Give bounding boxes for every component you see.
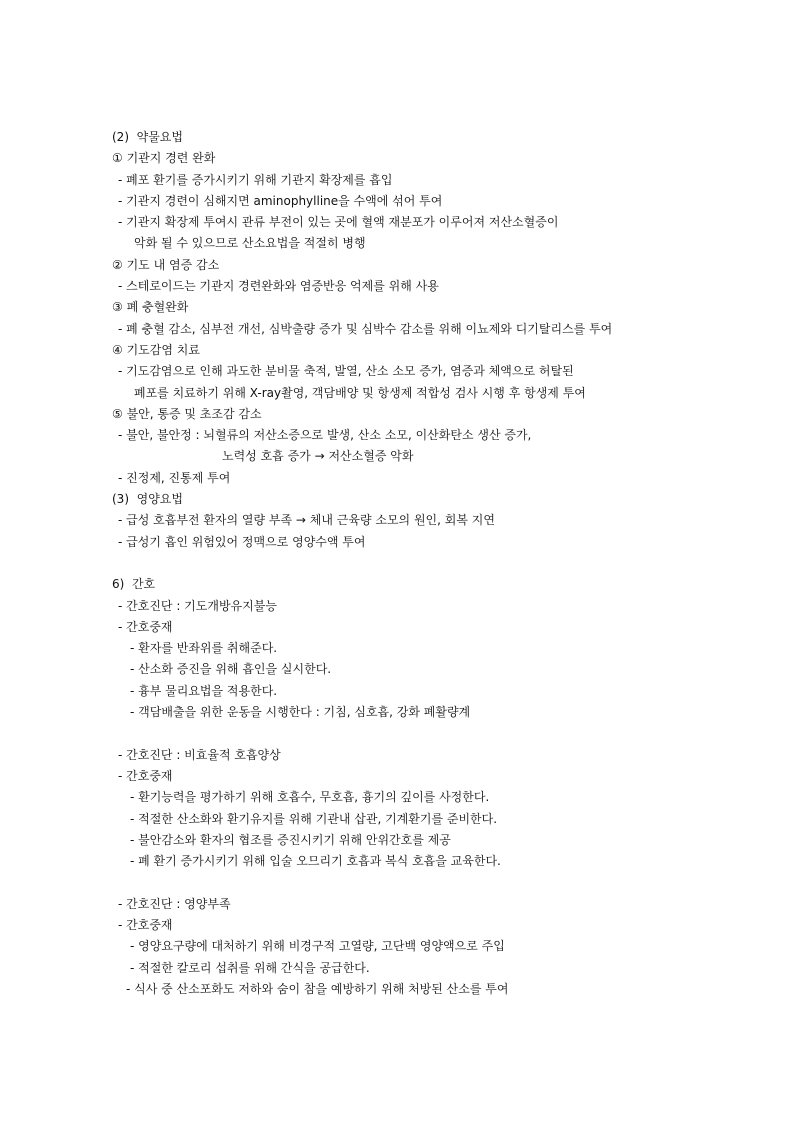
text-line: ③ 폐 충혈완화 — [112, 300, 189, 315]
text-line: - 폐 환기 증가시키기 위해 입술 오므리기 호흡과 복식 호흡을 교육한다. — [130, 854, 501, 869]
blank-line — [112, 874, 712, 895]
text-line: ① 기관지 경련 완화 — [112, 151, 216, 166]
text-line: - 기관지 경련이 심해지면 aminophylline을 수액에 섞어 투여 — [118, 193, 443, 208]
text-line: ② 기도 내 염증 감소 — [112, 257, 220, 272]
text-line: - 식사 중 산소포화도 저하와 숨이 참을 예방하기 위해 처방된 산소를 투여 — [126, 981, 509, 996]
text-line: 폐포를 치료하기 위해 X-ray촬영, 객담배양 및 항생제 적합성 검사 시행 후 항생제 투여 — [134, 385, 586, 400]
text-line: - 진정제, 진통제 투여 — [118, 470, 231, 485]
text-line: 악화 될 수 있으므로 산소요법을 적절히 병행 — [134, 236, 366, 251]
text-line: - 급성 호흡부전 환자의 열량 부족 → 체내 근육량 소모의 원인, 회복 지연 — [118, 513, 495, 528]
text-line: - 간호중재 — [118, 917, 173, 932]
text-line: - 기관지 확장제 투여시 관류 부전이 있는 곳에 혈액 재분포가 이루어져 저산소혈증이 — [118, 215, 559, 230]
text-line: - 간호진단 : 영양부족 — [118, 896, 231, 911]
text-line: (2) 약물요법 — [112, 130, 183, 144]
text-line: - 폐포 환기를 증가시키기 위해 기관지 확장제를 흡입 — [118, 172, 393, 187]
text-line: ④ 기도감염 치료 — [112, 342, 200, 357]
text-line: - 간호진단 : 기도개방유지불능 — [118, 598, 277, 613]
text-line: - 적절한 칼로리 섭취를 위해 간식을 공급한다. — [130, 960, 370, 975]
text-line: - 급성기 흡인 위험있어 정맥으로 영양수액 투여 — [118, 534, 366, 549]
text-line: - 영양요구량에 대처하기 위해 비경구적 고열량, 고단백 영양액으로 주입 — [130, 939, 505, 954]
text-line: ⑤ 불안, 통증 및 초조감 감소 — [112, 406, 262, 421]
text-line: - 폐 충혈 감소, 심부전 개선, 심박출량 증가 및 심박수 감소를 위해 이뇨제와 디기탈리스를 투여 — [118, 321, 613, 336]
text-line: 6) 간호 — [112, 577, 156, 592]
text-line: (3) 영양요법 — [112, 492, 183, 507]
blank-line — [112, 555, 712, 576]
text-line: - 기도감염으로 인해 과도한 분비물 축적, 발열, 산소 소모 증가, 염증과 체액으로 허탈된 — [118, 364, 574, 379]
blank-line — [112, 725, 712, 746]
text-line: - 스테로이드는 기관지 경련완화와 염증반응 억제를 위해 사용 — [118, 279, 439, 294]
text-line: - 환기능력을 평가하기 위해 호흡수, 무호흡, 흉기의 깊이를 사정한다. — [130, 790, 490, 805]
text-line: - 불안, 불안정 : 뇌혈류의 저산소증으로 발생, 산소 소모, 이산화탄소 생산 증가, — [118, 428, 532, 443]
text-line: 노력성 호흡 증가 → 저산소혈증 악화 — [222, 449, 414, 464]
text-line: - 객담배출을 위한 운동을 시행한다 : 기침, 심호흡, 강화 폐활량계 — [130, 705, 471, 720]
text-line: - 간호중재 — [118, 619, 173, 634]
text-line: - 산소화 증진을 위해 흡인을 실시한다. — [130, 662, 332, 677]
document-body — [112, 129, 712, 1002]
text-line: - 흉부 물리요법을 적용한다. — [130, 683, 278, 698]
text-line: - 불안감소와 환자의 협조를 증진시키기 위해 안위간호를 제공 — [130, 832, 451, 847]
text-line: - 적절한 산소화와 환기유지를 위해 기관내 삽관, 기계환기를 준비한다. — [130, 811, 498, 826]
text-line: - 환자를 반좌위를 취해준다. — [130, 641, 278, 656]
text-line: - 간호중재 — [118, 768, 173, 783]
text-line: - 간호진단 : 비효율적 호흡양상 — [118, 747, 281, 762]
